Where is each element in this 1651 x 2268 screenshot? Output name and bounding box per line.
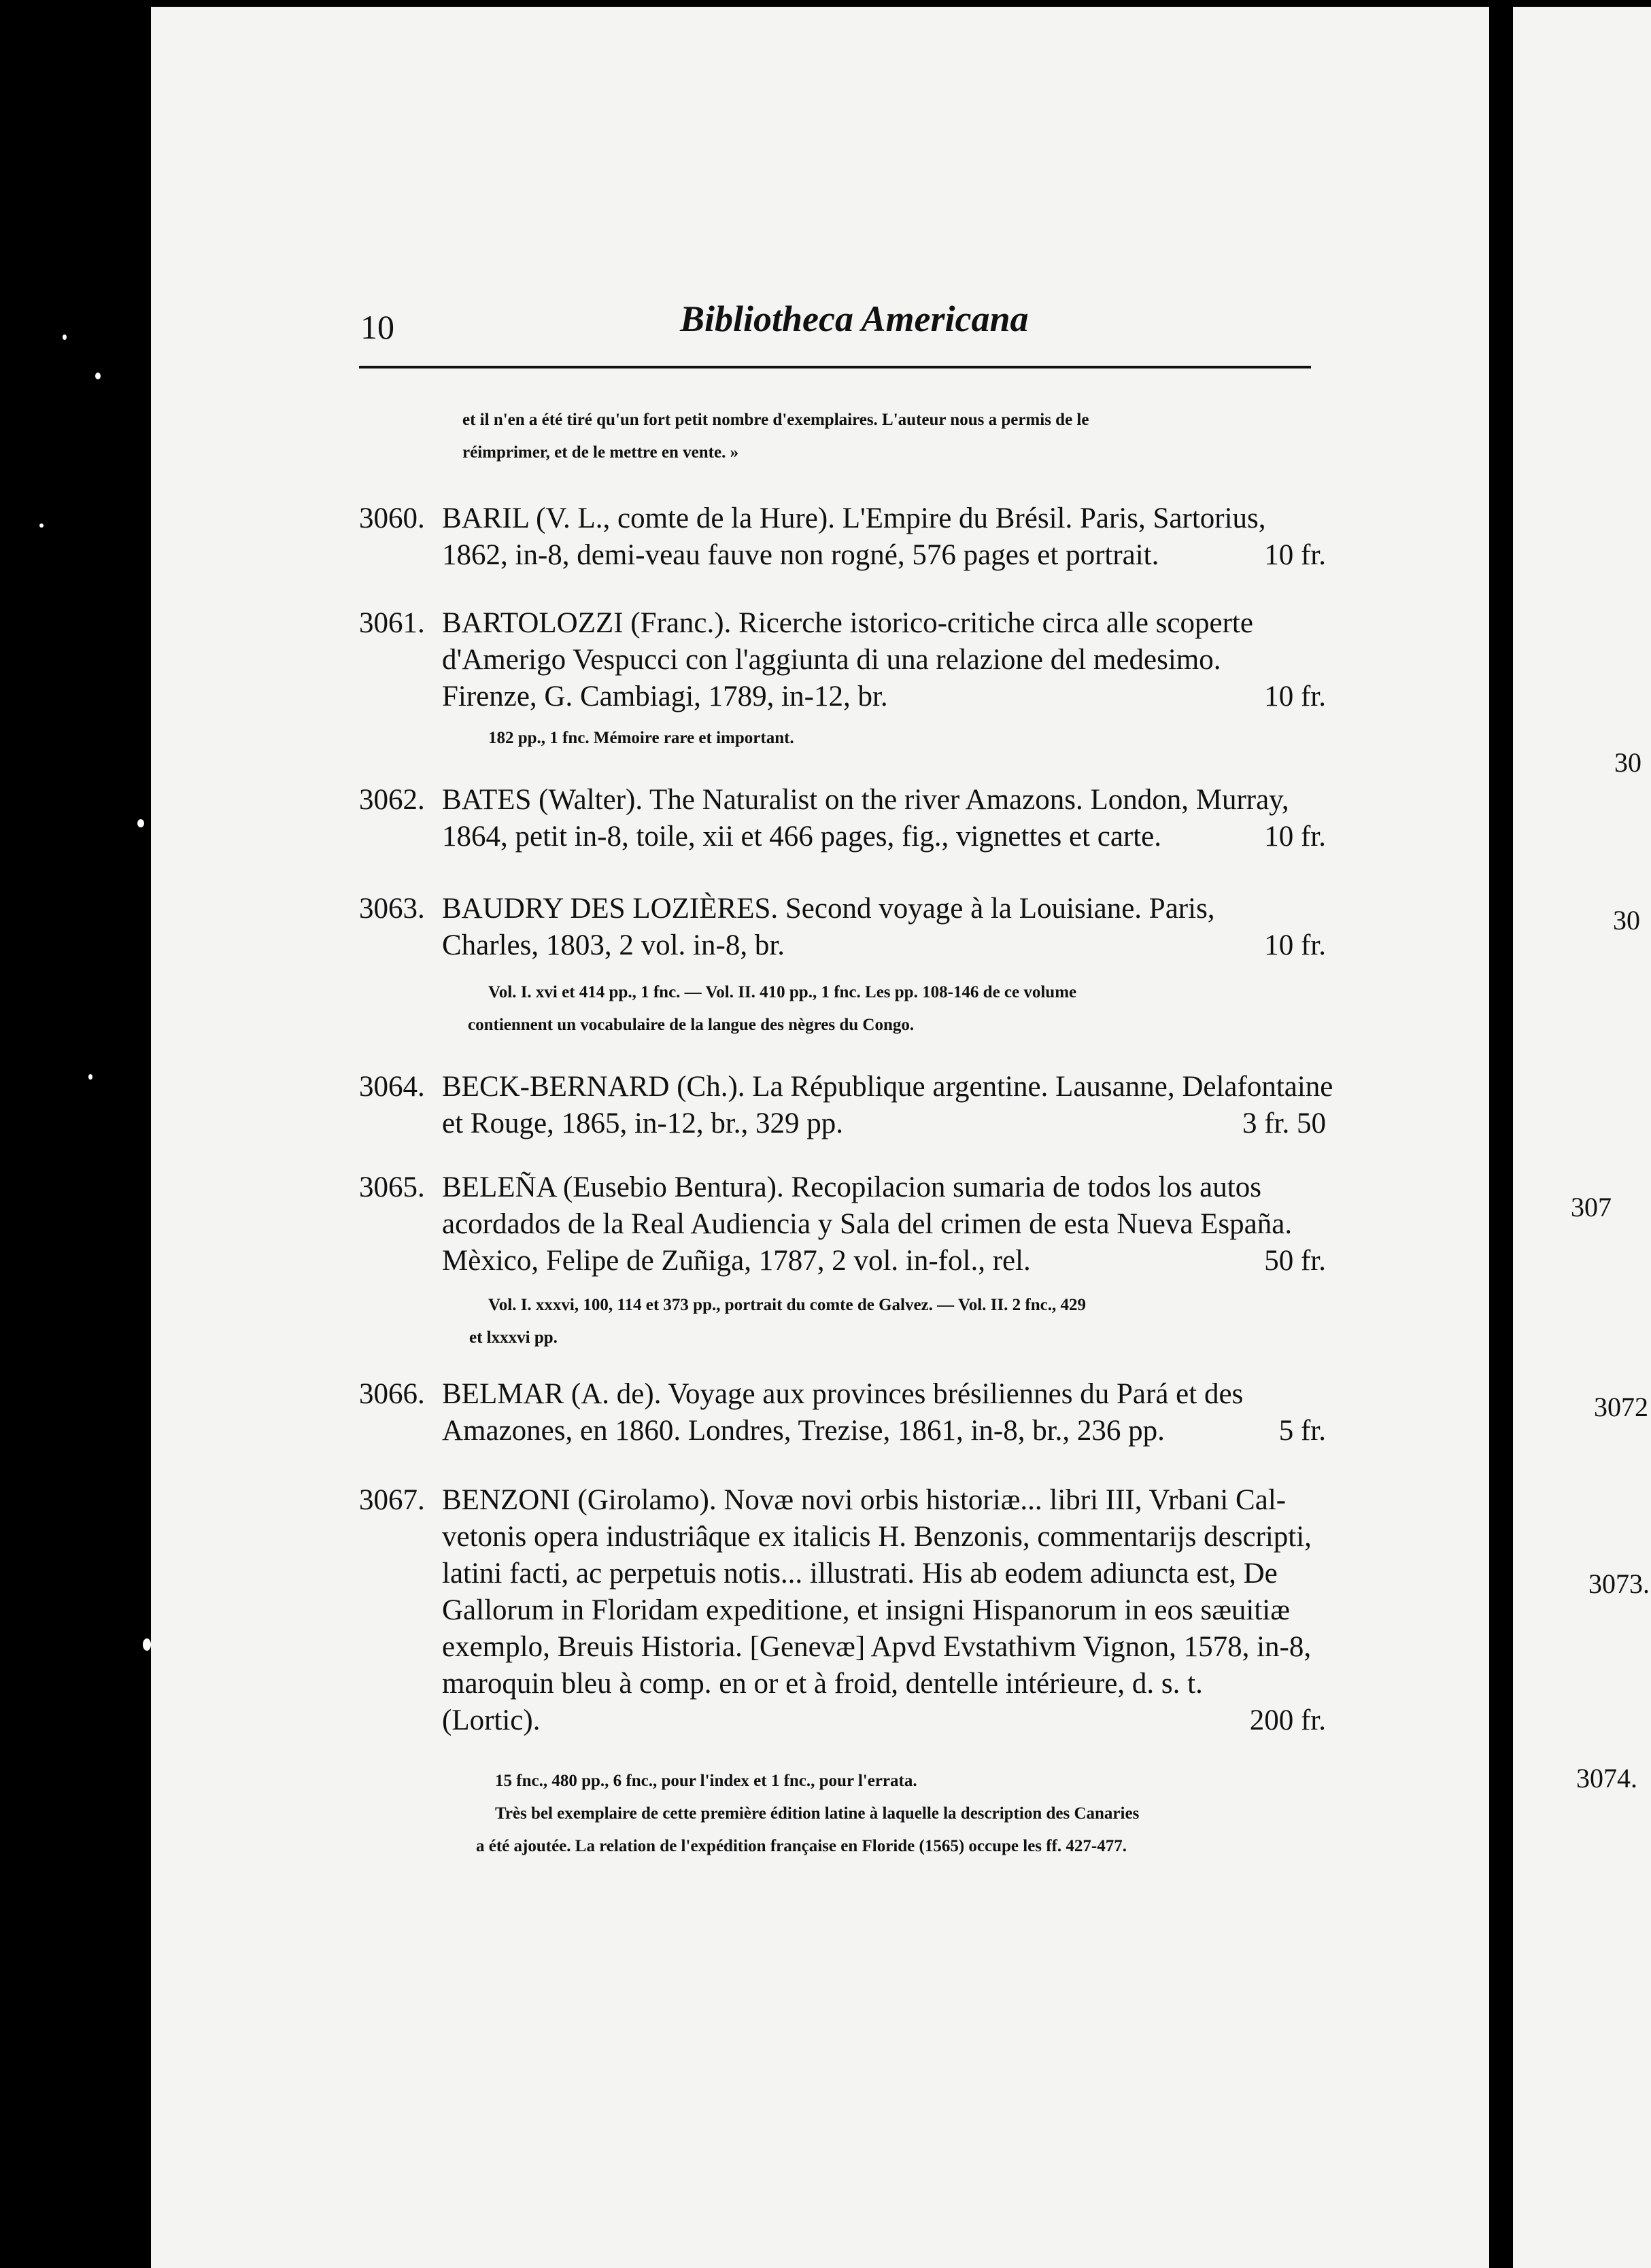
entry-line: Charles, 1803, 2 vol. in-8, br.	[442, 929, 785, 961]
entry-number: 3062.	[359, 784, 425, 816]
dust-speck	[88, 1074, 92, 1080]
dust-speck	[63, 334, 67, 340]
entry-line: BECK-BERNARD (Ch.). La République argentine. Lausanne, Delafontaine	[442, 1071, 1333, 1103]
next-page-fragment: 3072	[1594, 1392, 1648, 1422]
dust-speck	[95, 373, 101, 379]
entry-line: BARTOLOZZI (Franc.). Ricerche istorico-critiche circa alle scoperte	[442, 607, 1253, 639]
entry-line: BAUDRY DES LOZIÈRES. Second voyage à la Louisiane. Paris,	[442, 893, 1215, 925]
entry-line: maroquin bleu à comp. en or et à froid, dentelle intérieure, d. s. t.	[442, 1668, 1203, 1700]
entry-line: BENZONI (Girolamo). Novæ novi orbis historiæ... libri III, Vrbani Cal-	[442, 1484, 1287, 1516]
entry-number: 3063.	[359, 893, 425, 925]
entry-line: et Rouge, 1865, in-12, br., 329 pp.	[442, 1107, 844, 1139]
note-line: Vol. I. xxxvi, 100, 114 et 373 pp., portrait du comte de Galvez. — Vol. II. 2 fnc., 429	[488, 1296, 1086, 1314]
next-page-fragment: 30	[1614, 747, 1641, 778]
entry-number: 3060.	[359, 502, 425, 534]
entry-line: 1862, in-8, demi-veau fauve non rogné, 576 pages et portrait.	[442, 539, 1159, 571]
price: 5 fr.	[1278, 1415, 1326, 1447]
entry-line: latini facti, ac perpetuis notis... illustrati. His ab eodem adiuncta est, De	[442, 1558, 1278, 1590]
entry-line: Mèxico, Felipe de Zuñiga, 1787, 2 vol. in-fol., rel.	[442, 1245, 1031, 1277]
dust-speck	[39, 523, 44, 528]
entry-line: d'Amerigo Vespucci con l'aggiunta di una relazione del medesimo.	[442, 644, 1221, 676]
next-page-fragment: 307	[1571, 1192, 1612, 1222]
note-line: 182 pp., 1 fnc. Mémoire rare et important.	[488, 729, 794, 747]
note-line: 15 fnc., 480 pp., 6 fnc., pour l'index et 1 fnc., pour l'errata.	[495, 1772, 917, 1790]
price: 50 fr.	[1264, 1245, 1326, 1277]
price: 200 fr.	[1249, 1704, 1326, 1736]
entry-line: Gallorum in Floridam expeditione, et insigni Hispanorum in eos sæuitiæ	[442, 1594, 1290, 1626]
price: 10 fr.	[1264, 821, 1326, 853]
entry-number: 3064.	[359, 1071, 425, 1103]
next-page-fragment: 30	[1613, 905, 1640, 935]
note-line: contiennent un vocabulaire de la langue des nègres du Congo.	[468, 1016, 915, 1034]
note-line: Vol. I. xvi et 414 pp., 1 fnc. — Vol. II. 410 pp., 1 fnc. Les pp. 108-146 de ce volume	[488, 983, 1077, 1001]
entry-line: Amazones, en 1860. Londres, Trezise, 1861, in-8, br., 236 pp.	[442, 1415, 1165, 1447]
entry-line: acordados de la Real Audiencia y Sala del crimen de esta Nueva España.	[442, 1208, 1293, 1240]
entry-line: BELMAR (A. de). Voyage aux provinces brésiliennes du Pará et des	[442, 1378, 1244, 1410]
entry-number: 3066.	[359, 1378, 425, 1410]
price: 3 fr. 50	[1242, 1107, 1326, 1139]
entry-line: Firenze, G. Cambiagi, 1789, in-12, br.	[442, 681, 888, 712]
entry-line: BATES (Walter). The Naturalist on the river Amazons. London, Murray,	[442, 784, 1289, 816]
entry-line: exemplo, Breuis Historia. [Genevæ] Apvd Evstathivm Vignon, 1578, in-8,	[442, 1631, 1312, 1663]
entry-number: 3067.	[359, 1484, 425, 1516]
header-rule	[359, 366, 1311, 368]
entry-line: 1864, petit in-8, toile, xii et 466 pages, fig., vignettes et carte.	[442, 821, 1162, 853]
note-line: réimprimer, et de le mettre en vente. »	[462, 443, 739, 462]
page-number: 10	[360, 308, 394, 346]
next-page-fragment: 3073.	[1588, 1568, 1650, 1599]
note-line: et lxxxvi pp.	[469, 1328, 558, 1347]
price: 10 fr.	[1264, 929, 1326, 961]
price: 10 fr.	[1264, 681, 1326, 712]
dust-speck	[143, 1638, 151, 1651]
dust-speck	[137, 819, 144, 827]
note-line: Très bel exemplaire de cette première édition latine à laquelle la description des Canaries	[495, 1804, 1140, 1823]
entry-line: BARIL (V. L., comte de la Hure). L'Empire du Brésil. Paris, Sartorius,	[442, 502, 1266, 534]
entry-line: vetonis opera industriâque ex italicis H. Benzonis, commentarijs descripti,	[442, 1521, 1312, 1553]
entry-line: (Lortic).	[442, 1704, 541, 1736]
price: 10 fr.	[1264, 539, 1326, 571]
entry-line: BELEÑA (Eusebio Bentura). Recopilacion sumaria de todos los autos	[442, 1171, 1261, 1203]
note-line: a été ajoutée. La relation de l'expédition française en Floride (1565) occupe les ff. 427-477.	[476, 1837, 1127, 1855]
entry-number: 3065.	[359, 1171, 425, 1203]
adjacent-page-edge	[1513, 7, 1651, 2268]
running-title: Bibliotheca Americana	[680, 298, 1029, 339]
note-line: et il n'en a été tiré qu'un fort petit nombre d'exemplaires. L'auteur nous a permis de le	[462, 411, 1089, 429]
next-page-fragment: 3074.	[1576, 1763, 1637, 1793]
entry-number: 3061.	[359, 607, 425, 639]
